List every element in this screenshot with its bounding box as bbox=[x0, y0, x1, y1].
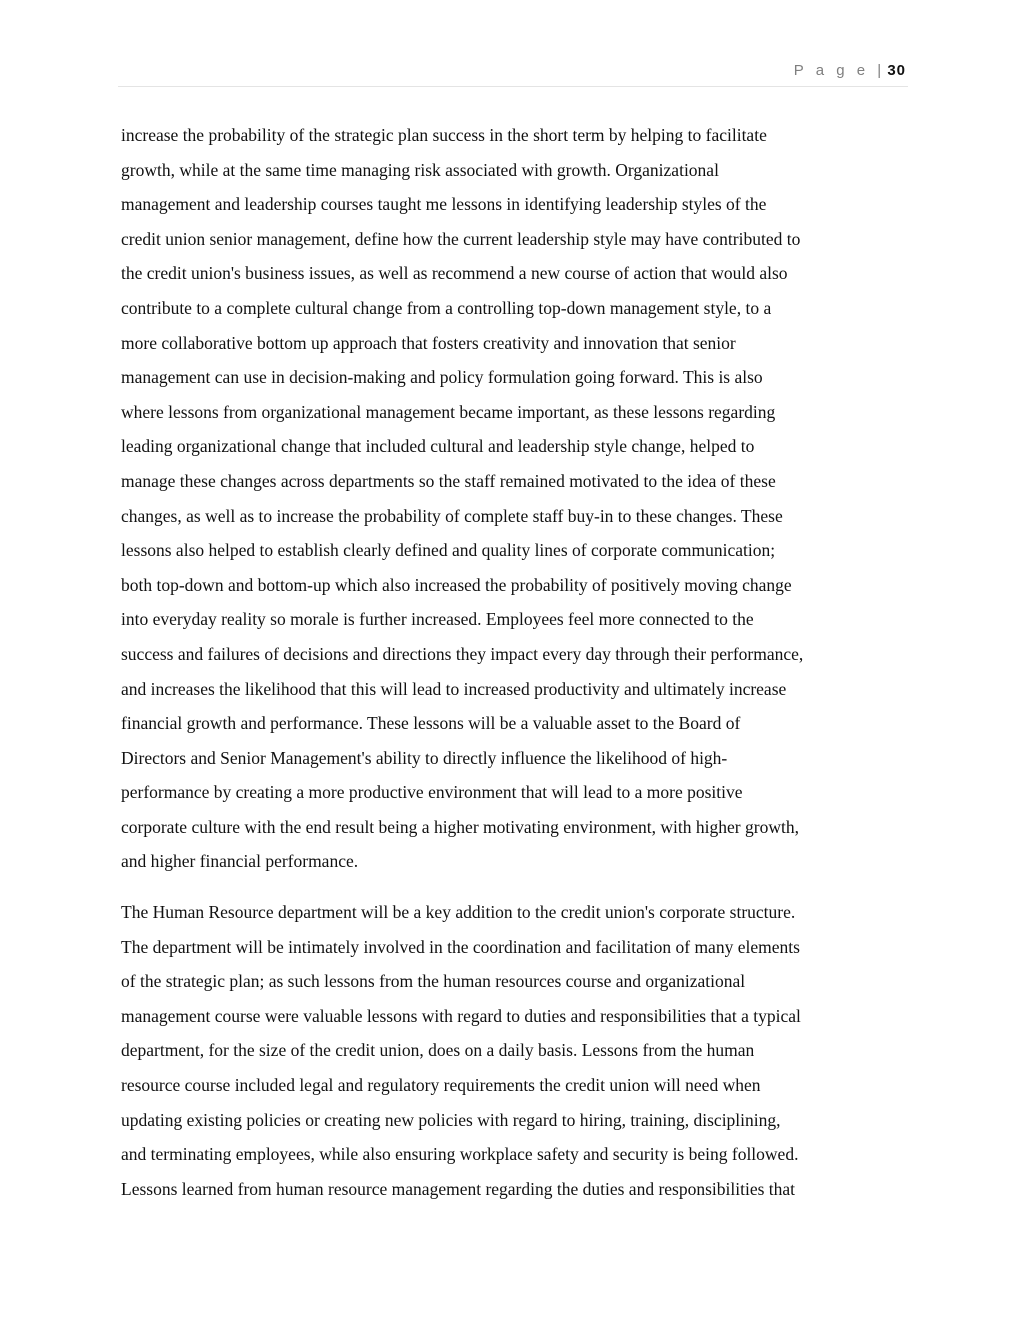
text-line: the credit union's business issues, as well as recommend a new course of action that would also bbox=[121, 263, 788, 284]
paragraph-spacer bbox=[121, 879, 911, 895]
text-line: into everyday reality so morale is further increased. Employees feel more connected to the bbox=[121, 609, 754, 630]
text-line: more collaborative bottom up approach that fosters creativity and innovation that senior bbox=[121, 332, 736, 353]
text-line: management course were valuable lessons with regard to duties and responsibilities that a typical bbox=[121, 1005, 801, 1026]
page-number-indicator bbox=[794, 62, 906, 79]
text-line: increase the probability of the strategic plan success in the short term by helping to facilitate bbox=[121, 125, 767, 145]
text-line: management and leadership courses taught me lessons in identifying leadership styles of the bbox=[121, 194, 767, 215]
text-line: management can use in decision-making and policy formulation going forward. This is also bbox=[121, 367, 763, 388]
paragraph-1 bbox=[121, 118, 911, 879]
text-line: changes, as well as to increase the probability of complete staff buy-in to these changes. These bbox=[121, 505, 783, 526]
text-line: performance by creating a more productive environment that will lead to a more positive bbox=[121, 782, 743, 803]
text-line: contribute to a complete cultural change from a controlling top-down management style, to a bbox=[121, 297, 772, 318]
text-line: The department will be intimately involved in the coordination and facilitation of many elements bbox=[121, 936, 800, 957]
text-line: and increases the likelihood that this will lead to increased productivity and ultimately increase bbox=[121, 678, 787, 699]
text-line: updating existing policies or creating new policies with regard to hiring, training, disciplining, bbox=[121, 1109, 781, 1130]
text-line: Lessons learned from human resource management regarding the duties and responsibilities that bbox=[121, 1178, 796, 1199]
text-line: growth, while at the same time managing risk associated with growth. Organizational bbox=[121, 159, 719, 180]
text-line: and terminating employees, while also ensuring workplace safety and security is being followed. bbox=[121, 1144, 799, 1165]
paragraph-2 bbox=[121, 895, 911, 1206]
text-line: The Human Resource department will be a key addition to the credit union's corporate structure. bbox=[121, 902, 796, 923]
text-line: financial growth and performance. These lessons will be a valuable asset to the Board of bbox=[121, 713, 741, 734]
text-line: both top-down and bottom-up which also increased the probability of positively moving change bbox=[121, 574, 792, 595]
text-line: where lessons from organizational management became important, as these lessons regarding bbox=[121, 401, 776, 422]
text-line: and higher financial performance. bbox=[121, 851, 359, 872]
text-line: credit union senior management, define how the current leadership style may have contributed to bbox=[121, 228, 801, 249]
text-line: department, for the size of the credit union, does on a daily basis. Lessons from the human bbox=[121, 1040, 755, 1061]
text-line: Directors and Senior Management's ability to directly influence the likelihood of high- bbox=[121, 747, 728, 768]
page-header bbox=[118, 60, 908, 87]
text-line: lessons also helped to establish clearly defined and quality lines of corporate communication; bbox=[121, 540, 776, 561]
text-line: of the strategic plan; as such lessons from the human resources course and organizational bbox=[121, 971, 746, 992]
page-number: 30 bbox=[887, 62, 906, 79]
page-label: P a g e bbox=[793, 62, 870, 79]
text-line: corporate culture with the end result being a higher motivating environment, with higher growth, bbox=[121, 816, 799, 837]
text-line: resource course included legal and regulatory requirements the credit union will need when bbox=[121, 1075, 761, 1096]
text-line: manage these changes across departments so the staff remained motivated to the idea of these bbox=[121, 470, 776, 491]
text-line: success and failures of decisions and directions they impact every day through their performance, bbox=[121, 643, 804, 664]
page-separator: | bbox=[877, 62, 882, 79]
body-text bbox=[121, 118, 911, 1206]
text-line: leading organizational change that included cultural and leadership style change, helped to bbox=[121, 436, 755, 457]
